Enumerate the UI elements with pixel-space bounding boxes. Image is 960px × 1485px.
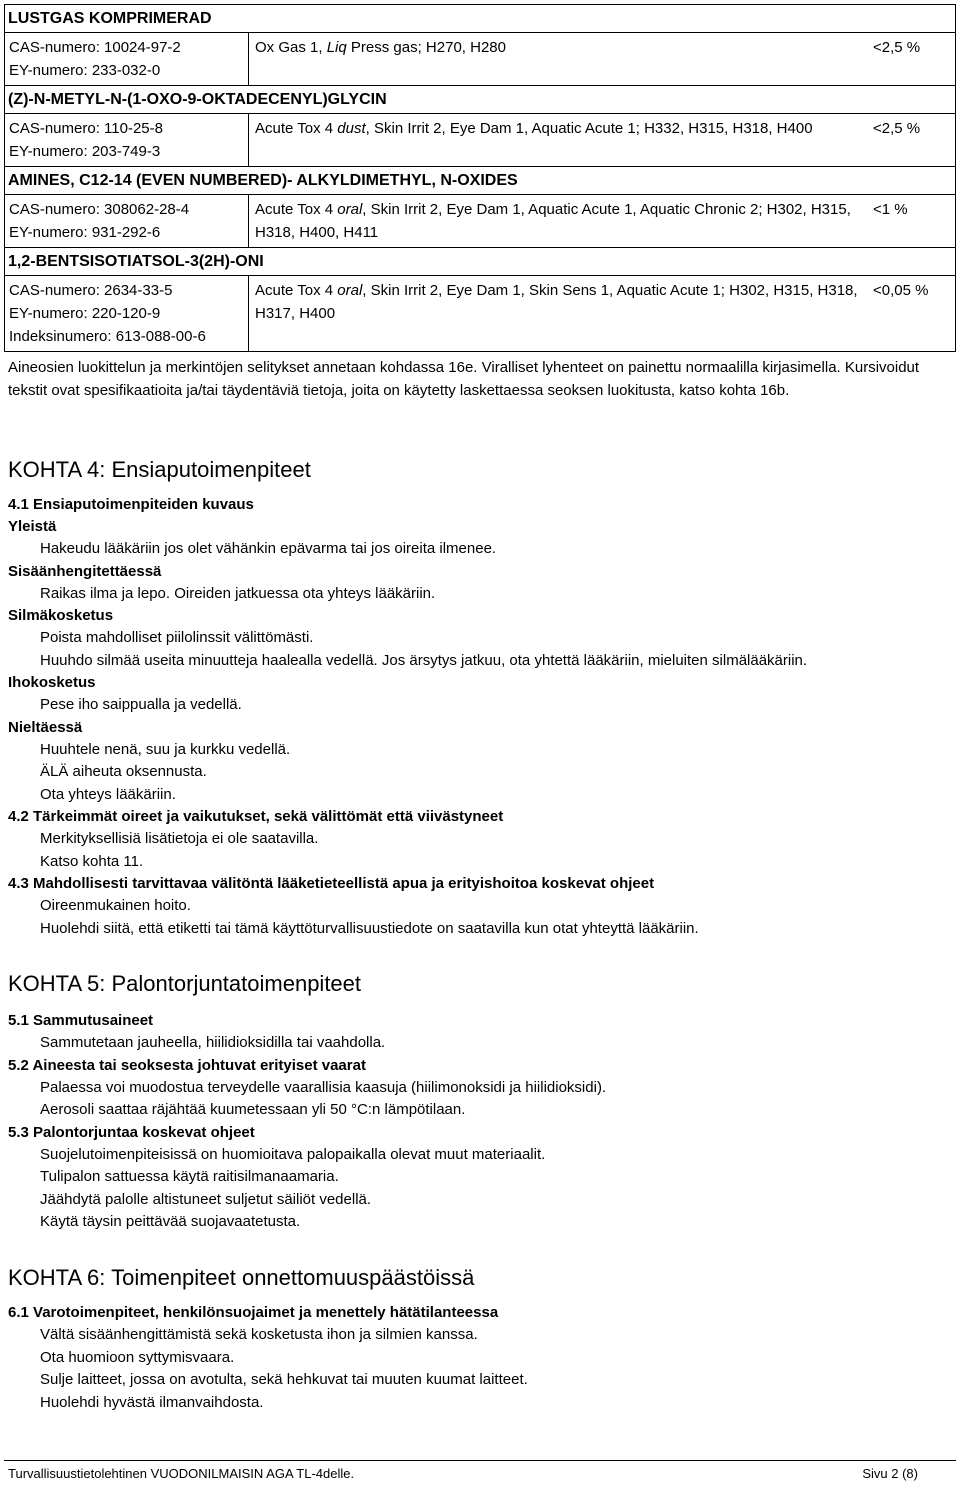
subsection-heading: 5.2 Aineesta tai seoksesta johtuvat erityiset vaarat <box>8 1056 366 1074</box>
component-name: (Z)-N-METYL-N-(1-OXO-9-OKTADECENYL)GLYCIN <box>5 86 955 114</box>
subheading-inhalation: Sisäänhengitettäessä <box>8 562 162 580</box>
text-line: Vältä sisäänhengittämistä sekä kosketusta ihon ja silmien kanssa. <box>40 1326 478 1343</box>
index-number: Indeksinumero: 613-088-00-6 <box>9 328 206 345</box>
cas-number: CAS-numero: 2634-33-5 <box>9 282 173 299</box>
subsection-heading: 4.3 Mahdollisesti tarvittavaa välitöntä lääketieteellistä apua ja erityishoitoa koskevat ohjeet <box>8 875 655 892</box>
ey-number: EY-numero: 233-032-0 <box>9 62 161 79</box>
subsection-heading: 4.2 Tärkeimmät oireet ja vaikutukset, sekä välittömät että viivästyneet <box>8 808 504 825</box>
text-line: Oireenmukainen hoito. <box>40 897 191 914</box>
classification-note: Aineosien luokittelun ja merkintöjen selitykset annetaan kohdassa 16e. Viralliset lyhenteet on painettu normaalilla kirjasimella. Kursivoidut tekstit ovat spesifikaatioita ja/tai täydentäviä tietoja, joita on käytetty laskettaessa seoksen luokitusta, katso kohta 16b. <box>8 359 920 399</box>
text-line: Huuhtele nenä, suu ja kurkku vedellä. <box>40 740 291 758</box>
component-percent: <0,05 % <box>873 282 929 299</box>
cas-number: CAS-numero: 110-25-8 <box>9 120 163 137</box>
section-4 <box>8 456 952 940</box>
text-line: Raikas ilma ja lepo. Oireiden jatkuessa ota yhteys lääkäriin. <box>40 584 436 602</box>
cas-number: CAS-numero: 308062-28-4 <box>9 201 190 218</box>
section-title: KOHTA 6: Toimenpiteet onnettomuuspäästöissä <box>8 1265 475 1290</box>
cas-number: CAS-numero: 10024-97-2 <box>9 39 181 56</box>
page-footer <box>8 1466 918 1481</box>
component-row <box>5 114 955 167</box>
component-row <box>5 276 955 352</box>
component-name: 1,2-BENTSISOTIATSOL-3(2H)-ONI <box>5 248 955 276</box>
component-name: AMINES, C12-14 (EVEN NUMBERED)- ALKYLDIMETHYL, N-OXIDES <box>5 167 955 195</box>
component-row <box>5 195 955 248</box>
text-line: Ota huomioon syttymisvaara. <box>40 1348 235 1366</box>
component-percent: <1 % <box>873 201 908 218</box>
component-ids <box>5 195 249 247</box>
subheading-skin-contact: Ihokosketus <box>8 674 96 691</box>
component-classification: Acute Tox 4 dust, Skin Irrit 2, Eye Dam 1, Aquatic Acute 1; H332, H315, H318, H400 <box>255 120 813 137</box>
text-line: Palaessa voi muodostua terveydelle vaarallisia kaasuja (hiilimonoksidi ja hiilidioksidi). <box>40 1078 607 1096</box>
page-number: Sivu 2 (8) <box>862 1466 918 1481</box>
text-line: Hakeudu lääkäriin jos olet vähänkin epävarma tai jos oireita ilmenee. <box>40 540 497 557</box>
component-classification: Ox Gas 1, Liq Press gas; H270, H280 <box>255 39 506 56</box>
section-title: KOHTA 4: Ensiaputoimenpiteet <box>8 457 311 482</box>
text-line: Poista mahdolliset piilolinssit välittömästi. <box>40 629 314 646</box>
footer-document-title: Turvallisuustietolehtinen VUODONILMAISIN AGA TL-4delle. <box>8 1466 355 1481</box>
text-line: Huolehdi siitä, että etiketti tai tämä käyttöturvallisuustiedote on saatavilla kun otat yhteyttä lääkäriin. <box>40 919 699 937</box>
text-line: Katso kohta 11. <box>40 852 144 870</box>
text-line: Merkityksellisiä lisätietoja ei ole saatavilla. <box>40 830 319 847</box>
component-ids <box>5 114 249 166</box>
text-line: ÄLÄ aiheuta oksennusta. <box>40 763 207 780</box>
text-line: Jäähdytä palolle altistuneet suljetut säiliöt vedellä. <box>40 1190 372 1208</box>
subheading-eye-contact: Silmäkosketus <box>8 607 114 624</box>
text-line: Pese iho saippualla ja vedellä. <box>40 696 242 713</box>
subsection-heading: 5.3 Palontorjuntaa koskevat ohjeet <box>8 1123 255 1141</box>
subheading-ingestion: Nieltäessä <box>8 718 83 736</box>
component-name: LUSTGAS KOMPRIMERAD <box>5 5 955 33</box>
text-line: Tulipalon sattuessa käytä raitisilmanaamaria. <box>40 1168 339 1185</box>
component-ids <box>5 276 249 351</box>
component-row <box>5 33 955 86</box>
text-line: Ota yhteys lääkäriin. <box>40 785 176 803</box>
text-line: Sulje laitteet, jossa on avotulta, sekä hehkuvat tai muuten kuumat laitteet. <box>40 1371 528 1388</box>
footer-divider <box>4 1460 956 1461</box>
text-line: Käytä täysin peittävää suojavaatetusta. <box>40 1213 301 1230</box>
text-line: Aerosoli saattaa räjähtää kuumetessaan yli 50 °C:n lämpötilaan. <box>40 1101 466 1118</box>
ey-number: EY-numero: 931-292-6 <box>9 224 161 241</box>
section-title: KOHTA 5: Palontorjuntatoimenpiteet <box>8 971 362 996</box>
section-5 <box>8 970 952 1234</box>
subsection-heading: 4.1 Ensiaputoimenpiteiden kuvaus <box>8 496 254 513</box>
component-percent: <2,5 % <box>873 120 921 137</box>
ey-number: EY-numero: 220-120-9 <box>9 305 161 322</box>
text-line: Sammutetaan jauheella, hiilidioksidilla tai vaahdolla. <box>40 1034 386 1051</box>
component-classification: Acute Tox 4 oral, Skin Irrit 2, Eye Dam 1, Skin Sens 1, Aquatic Acute 1; H302, H315, H318, H317, H400 <box>255 282 858 322</box>
subsection-heading: 5.1 Sammutusaineet <box>8 1012 154 1029</box>
components-table <box>4 4 956 352</box>
text-line: Huuhdo silmää useita minuutteja haalealla vedellä. Jos ärsytys jatkuu, ota yhtettä lääkäriin, mieluiten silmälääkäriin. <box>40 651 808 669</box>
component-ids <box>5 33 249 85</box>
text-line: Suojelutoimenpiteisissä on huomioitava palopaikalla olevat muut materiaalit. <box>40 1145 546 1163</box>
component-percent: <2,5 % <box>873 39 921 56</box>
component-classification: Acute Tox 4 oral, Skin Irrit 2, Eye Dam 1, Aquatic Acute 1, Aquatic Chronic 2; H302, H315, H318, H400, H411 <box>255 201 851 241</box>
subsection-heading: 6.1 Varotoimenpiteet, henkilönsuojaimet ja menettely hätätilanteessa <box>8 1304 499 1321</box>
ey-number: EY-numero: 203-749-3 <box>9 143 161 160</box>
section-6 <box>8 1264 952 1414</box>
text-line: Huolehdi hyvästä ilmanvaihdosta. <box>40 1393 264 1411</box>
subheading-general: Yleistä <box>8 518 57 535</box>
